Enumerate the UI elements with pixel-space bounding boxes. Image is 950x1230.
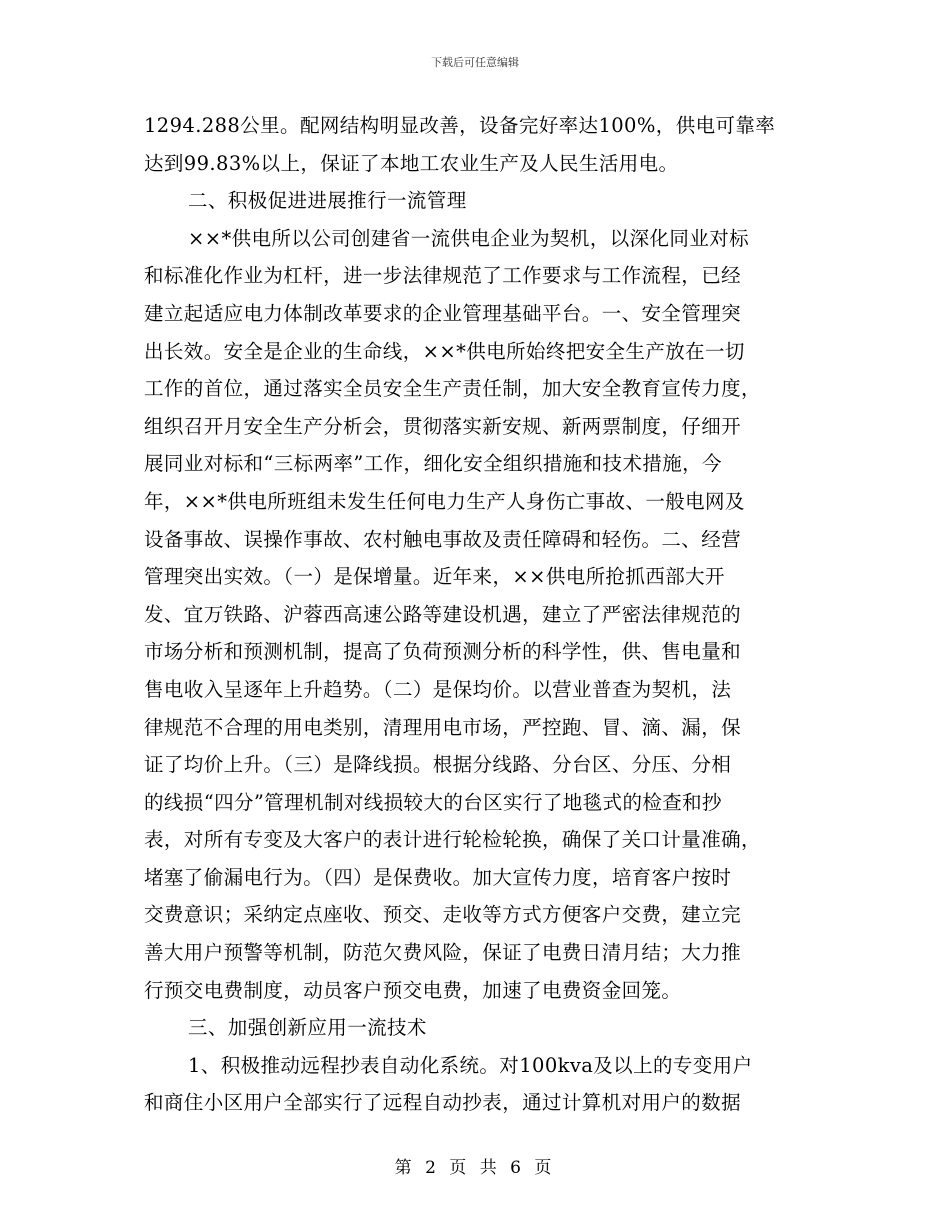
text-line: ××*供电所以公司创建省一流供电企业为契机，以深化同业对标 [188, 226, 750, 250]
text-line: 三、加强创新应用一流技术 [188, 1016, 427, 1040]
text-line: 证了均价上升。（三）是降线损。根据分线路、分台区、分压、分相 [144, 753, 732, 777]
text-line: 管理突出实效。（一）是保增量。近年来，××供电所抢抓西部大开 [144, 565, 725, 589]
text-line: 工作的首位，通过落实全员安全生产责任制，加大安全教育宣传力度， [144, 377, 761, 401]
header-note: 下载后可任意编辑 [431, 56, 519, 69]
text-line: 行预交电费制度，动员客户预交电费，加速了电费资金回笼。 [144, 978, 682, 1002]
text-line: 建立起适应电力体制改革要求的企业管理基础平台。一、安全管理突 [144, 301, 742, 325]
text-line: 的线损“四分”管理机制对线损较大的台区实行了地毯式的检查和抄 [144, 790, 722, 814]
text-line: 设备事故、误操作事故、农村触电事故及责任障碍和轻伤。二、经营 [144, 527, 742, 551]
text-line: 售电收入呈逐年上升趋势。（二）是保均价。以营业普查为契机，法 [144, 677, 732, 701]
text-line: 表，对所有专变及大客户的表计进行轮检轮换，确保了关口计量准确， [144, 828, 761, 852]
text-line: 律规范不合理的用电类别，清理用电市场，严控跑、冒、滴、漏，保 [144, 715, 742, 739]
text-line: 善大用户预警等机制，防范欠费风险，保证了电费日清月结；大力推 [144, 941, 742, 965]
text-line: 发、宜万铁路、沪蓉西高速公路等建设机遇，建立了严密法律规范的 [144, 602, 742, 626]
text-line: 和标准化作业为杠杆，进一步法律规范了工作要求与工作流程，已经 [144, 264, 742, 288]
text-line: 出长效。安全是企业的生命线，××*供电所始终把安全生产放在一切 [144, 339, 745, 363]
text-line: 展同业对标和“三标两率”工作，细化安全组织措施和技术措施，今 [144, 452, 722, 476]
text-line: 达到99.83%以上，保证了本地工农业生产及人民生活用电。 [144, 151, 679, 175]
page-footer: 第 2 页 共 6 页 [394, 1158, 556, 1178]
text-line: 年，××*供电所班组未发生任何电力生产人身伤亡事故、一般电网及 [144, 489, 745, 513]
text-line: 二、积极促进进展推行一流管理 [188, 189, 467, 213]
text-line: 1、积极推动远程抄表自动化系统。对100kva及以上的专变用户 [188, 1053, 753, 1077]
text-line: 组织召开月安全生产分析会，贯彻落实新安规、新两票制度，仔细开 [144, 414, 742, 438]
body-text [144, 107, 800, 1122]
text-line: 交费意识；采纳定点座收、预交、走收等方式方便客户交费，建立完 [144, 903, 742, 927]
text-line: 市场分析和预测机制，提高了负荷预测分析的科学性，供、售电量和 [144, 640, 742, 664]
text-line: 堵塞了偷漏电行为。（四）是保费收。加大宣传力度，培育客户按时 [144, 865, 732, 889]
text-line: 1294.288公里。配网结构明显改善，设备完好率达100%，供电可靠率 [144, 114, 776, 137]
text-line: 和商住小区用户全部实行了远程自动抄表，通过计算机对用户的数据 [144, 1091, 742, 1115]
